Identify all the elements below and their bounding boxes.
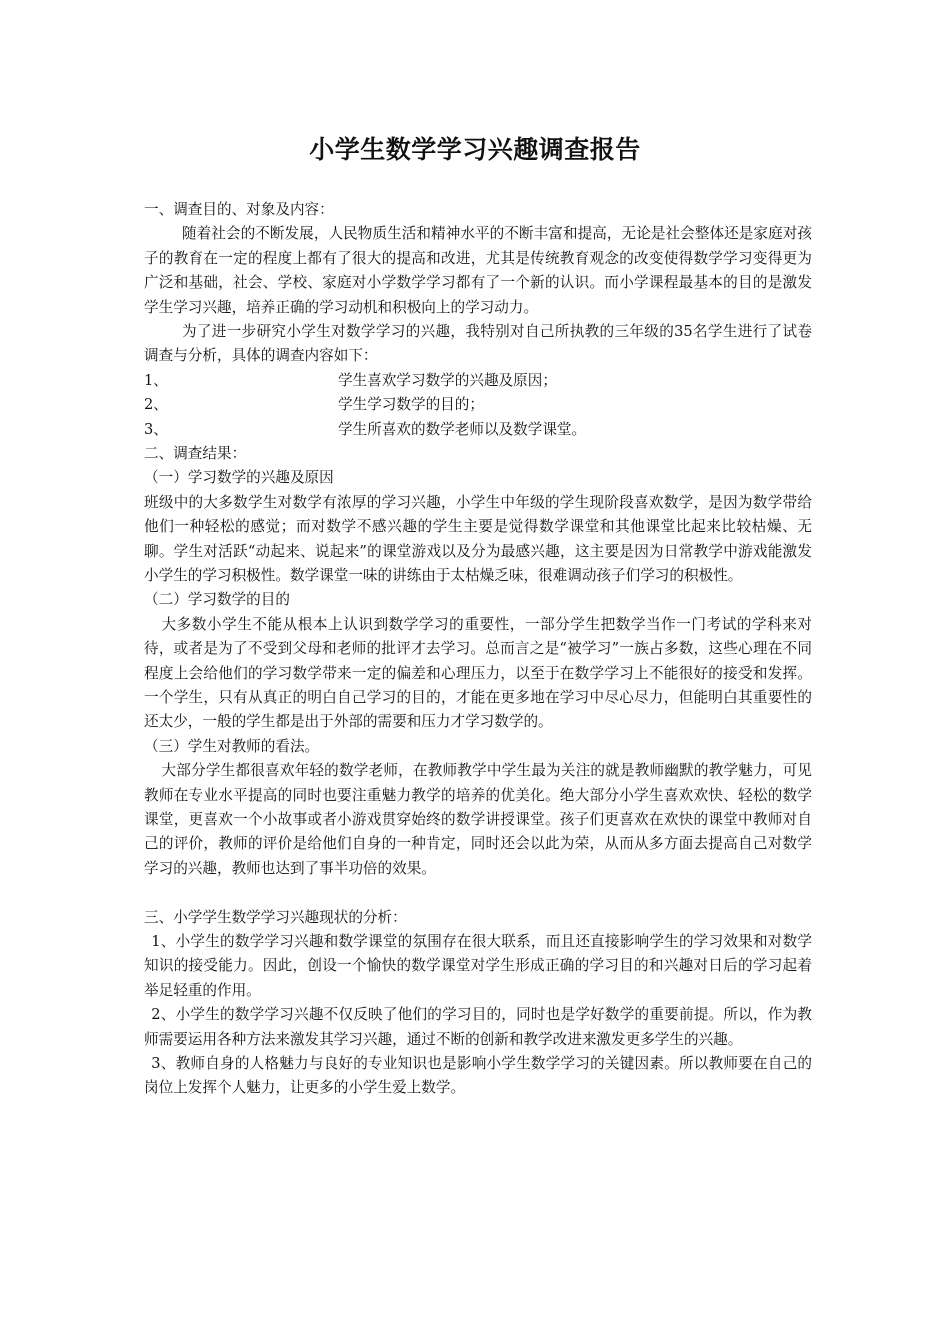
analysis-point-3: 3、教师自身的人格魅力与良好的专业知识也是影响小学生数学学习的关键因素。所以教师要在自己的岗位上发挥个人魅力，让更多的小学生爱上数学。 — [144, 1055, 812, 1097]
blank-line — [144, 881, 812, 905]
document-title: 小学生数学学习兴趣调查报告 — [309, 135, 641, 164]
list-item — [144, 369, 812, 393]
list-item — [144, 393, 812, 417]
list-item-number: 2、 — [144, 396, 168, 414]
list-item-number: 1、 — [144, 371, 168, 389]
subsection3-heading: （三）学生对教师的看法。 — [144, 737, 320, 755]
section1-heading: 一、调查目的、对象及内容： — [144, 201, 334, 218]
subsection3-text: 大部分学生都很喜欢年轻的数学老师，在教师教学中学生最为关注的就是教师幽默的教学魅力，可见教师在专业水平提高的同时也要注重魅力教学的培养的优美化。绝大部分小学生喜欢欢快、轻松的数学课堂，更喜欢一个小故事或者小游戏贯穿始终的数学讲授课堂。孩子们更喜欢在欢快的课堂中教师对自己的评价，教师的评价是给他们自身的一种肯定，同时还会以此为荣，从而从多方面去提高自己对数学学习的兴趣，教师也达到了事半功倍的效果。 — [144, 762, 812, 877]
subsection2-text: 大多数小学生不能从根本上认识到数学学习的重要性，一部分学生把数学当作一门考试的学科来对待，或者是为了不受到父母和老师的批评才去学习。总而言之是“被学习”一族占多数，这些心理在不同程度上会给他们的学习数学带来一定的偏差和心理压力，以至于在数学学习上不能很好的接受和发挥。一个学生，只有从真正的明白自己学习的目的，才能在更多地在学习中尽心尽力，但能明白其重要性的还太少，一般的学生都是出于外部的需要和压力才学习数学的。 — [144, 615, 812, 731]
list-item-text: 学生喜欢学习数学的兴趣及原因； — [338, 371, 557, 389]
subsection1-text: 班级中的大多数学生对数学有浓厚的学习兴趣，小学生中年级的学生现阶段喜欢数学，是因为数学带给他们一种轻松的感觉；而对数学不感兴趣的学生主要是觉得数学课堂和其他课堂比起来比较枯燥、无聊。学生对活跃“动起来、说起来”的课堂游戏以及分为最感兴趣，这主要是因为日常教学中游戏能激发小学生的学习积极性。数学课堂一味的讲练由于太枯燥乏味，很难调动孩子们学习的积极性。 — [144, 493, 812, 584]
subsection2-heading: （二）学习数学的目的 — [144, 591, 290, 609]
analysis-point-1: 1、小学生的数学学习兴趣和数学课堂的氛围存在很大联系，而且还直接影响学生的学习效果和对数学知识的接受能力。因此，创设一个愉快的数学课堂对学生形成正确的学习目的和兴趣对日后的学习起着举足轻重的作用。 — [144, 933, 812, 999]
subsection1-heading: （一）学习数学的兴趣及原因 — [144, 469, 334, 487]
list-item-text: 学生学习数学的目的； — [338, 396, 484, 414]
section3-heading: 三、小学学生数学学习兴趣现状的分析： — [144, 908, 407, 926]
section1-paragraph-2: 为了进一步研究小学生对数学学习的兴趣，我特别对自己所执教的三年级的35名学生进行了试卷调查与分析，具体的调查内容如下： — [144, 323, 812, 365]
analysis-point-2: 2、小学生的数学学习兴趣不仅反映了他们的学习目的，同时也是学好数学的重要前提。所以，作为教师需要运用各种方法来激发其学习兴趣，通过不断的创新和教学改进来激发更多学生的兴趣。 — [144, 1006, 812, 1048]
section2-heading: 二、调查结果： — [144, 445, 247, 462]
section1-paragraph-1: 随着社会的不断发展，人民物质生活和精神水平的不断丰富和提高，无论是社会整体还是家庭对孩子的教育在一定的程度上都有了很大的提高和改进，尤其是传统教育观念的改变使得数学学习变得更为广泛和基础，社会、学校、家庭对小学数学学习都有了一个新的认识。而小学课程最基本的目的是激发学生学习兴趣，培养正确的学习动机和积极向上的学习动力。 — [144, 225, 812, 316]
list-item — [144, 418, 812, 442]
list-item-text: 学生所喜欢的数学老师以及数学课堂。 — [338, 420, 587, 438]
document-body — [144, 198, 812, 1101]
list-item-number: 3、 — [144, 420, 168, 438]
